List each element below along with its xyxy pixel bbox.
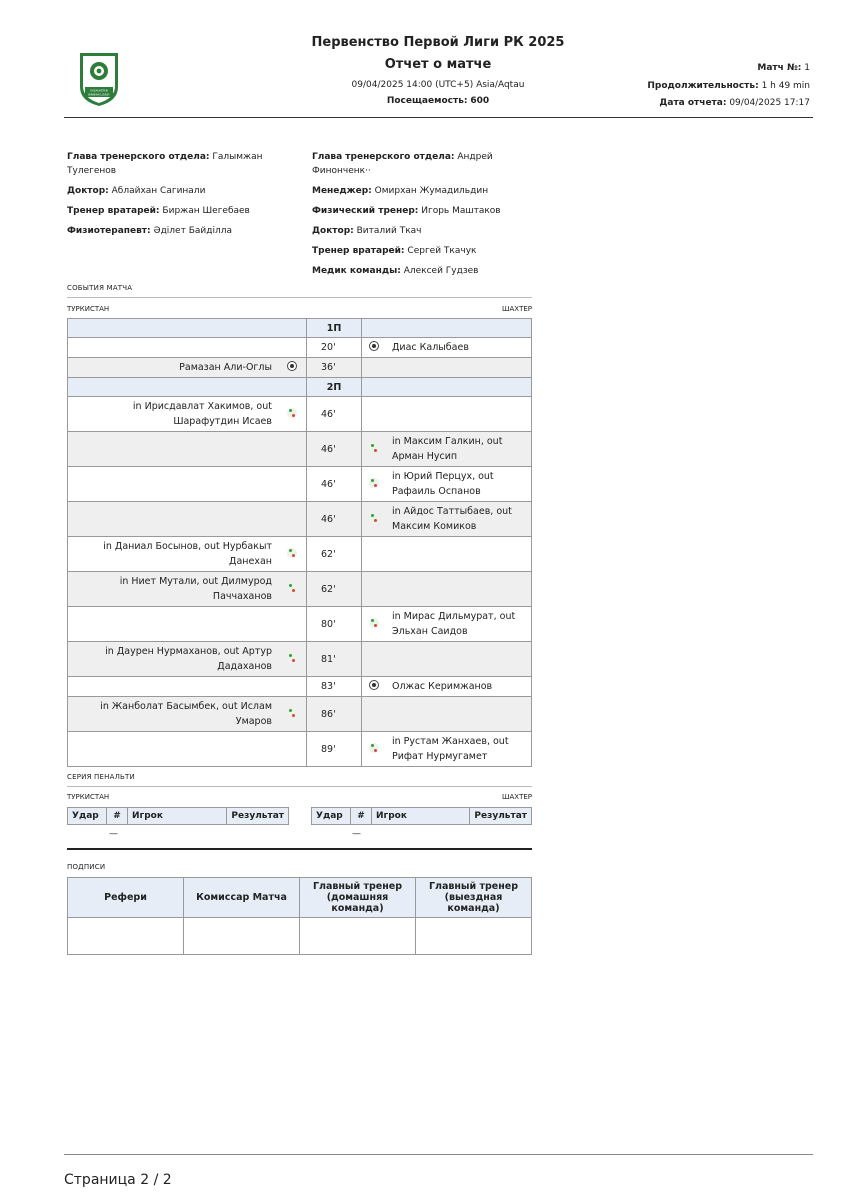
- report-date-value: 09/04/2025 17:17: [729, 98, 810, 108]
- substitution-icon: [287, 583, 297, 593]
- home-event-icon-cell: [278, 607, 307, 642]
- home-team-name: ТУРКИСТАН: [67, 793, 110, 801]
- period-away-cell: [362, 319, 532, 338]
- column-header: Результат: [227, 808, 289, 825]
- column-header: Удар: [312, 808, 351, 825]
- staff-row: [67, 224, 267, 238]
- period-home-cell: [68, 378, 307, 397]
- event-minute: 80': [307, 607, 362, 642]
- staff-value: Омирхан Жумадильдин: [374, 186, 489, 196]
- staff-row: [67, 150, 267, 178]
- signatures-table: [67, 877, 532, 955]
- signature-header-away-coach: Главный тренер (выездная команда): [416, 878, 532, 918]
- home-team-name: ТУРКИСТАН: [67, 305, 110, 313]
- away-event-text: Диас Калыбаев: [386, 338, 532, 358]
- event-row: [68, 677, 532, 697]
- staff-value: Аблайхан Сагинали: [111, 186, 206, 196]
- event-row: [68, 432, 532, 467]
- section-divider: [67, 297, 532, 298]
- penalties-bottom-rule: [67, 848, 532, 850]
- match-datetime: 09/04/2025 14:00 (UTC+5) Asia/Aqtau: [351, 80, 525, 90]
- event-row: [68, 397, 532, 432]
- column-header: #: [107, 808, 128, 825]
- home-event-icon-cell: [278, 572, 307, 607]
- away-event-icon-cell: [362, 607, 387, 642]
- event-row: [68, 502, 532, 537]
- signature-header-referee: Рефери: [68, 878, 184, 918]
- away-penalties-empty: —: [352, 829, 361, 839]
- home-event-text: [68, 432, 279, 467]
- events-team-row: [67, 305, 532, 313]
- staff-value: Андрей Финонченк··: [312, 152, 493, 176]
- event-minute: 46': [307, 502, 362, 537]
- staff-label: Тренер вратарей:: [312, 246, 405, 256]
- staff-label: Тренер вратарей:: [67, 206, 160, 216]
- home-event-text: [68, 338, 279, 358]
- event-minute: 20': [307, 338, 362, 358]
- staff-row: [67, 204, 267, 218]
- match-number-value: 1: [804, 63, 810, 73]
- staff-label: Доктор:: [67, 186, 109, 196]
- away-event-icon-cell: [362, 358, 387, 378]
- signature-box: [184, 918, 300, 955]
- home-event-icon-cell: [278, 338, 307, 358]
- event-row: [68, 467, 532, 502]
- home-event-icon-cell: [278, 467, 307, 502]
- event-minute: 46': [307, 397, 362, 432]
- staff-value: Виталий Ткач: [356, 226, 422, 236]
- away-team-name: ШАХТЕР: [502, 305, 532, 313]
- staff-label: Глава тренерского отдела:: [312, 152, 455, 162]
- staff-row: [312, 184, 542, 198]
- home-event-icon-cell: [278, 677, 307, 697]
- staff-value: Игорь Маштаков: [421, 206, 501, 216]
- away-team-name: ШАХТЕР: [502, 793, 532, 801]
- home-event-icon-cell: [278, 397, 307, 432]
- away-event-text: in Мирас Дильмурат, out Эльхан Саидов: [386, 607, 532, 642]
- column-header: #: [351, 808, 372, 825]
- home-event-text: in Ниет Мутали, out Дилмурод Паччаханов: [68, 572, 279, 607]
- home-event-icon-cell: [278, 432, 307, 467]
- away-event-text: Олжас Керимжанов: [386, 677, 532, 697]
- staff-value: Биржан Шегебаев: [162, 206, 250, 216]
- staff-label: Доктор:: [312, 226, 354, 236]
- column-header: Результат: [470, 808, 532, 825]
- home-event-text: in Жанболат Басымбек, out Ислам Умаров: [68, 697, 279, 732]
- home-event-icon-cell: [278, 697, 307, 732]
- away-event-icon-cell: [362, 338, 387, 358]
- page-number: Страница 2 / 2: [64, 1172, 172, 1188]
- home-event-text: in Даурен Нурмаханов, out Артур Дадаханов: [68, 642, 279, 677]
- report-date: [659, 98, 810, 108]
- away-event-icon-cell: [362, 537, 387, 572]
- event-row: [68, 537, 532, 572]
- period-home-cell: [68, 319, 307, 338]
- event-minute: 62': [307, 537, 362, 572]
- event-row: [68, 642, 532, 677]
- event-minute: 81': [307, 642, 362, 677]
- event-row: [68, 338, 532, 358]
- signature-box: [300, 918, 416, 955]
- signature-box: [416, 918, 532, 955]
- home-staff-list: [67, 150, 267, 244]
- home-event-icon-cell: [278, 732, 307, 767]
- away-event-icon-cell: [362, 572, 387, 607]
- signatures-section-label: ПОДПИСИ: [67, 863, 106, 871]
- duration-label: Продолжительность:: [647, 81, 759, 91]
- event-minute: 86': [307, 697, 362, 732]
- substitution-icon: [287, 548, 297, 558]
- home-event-text: [68, 467, 279, 502]
- event-row: [68, 358, 532, 378]
- event-minute: 89': [307, 732, 362, 767]
- staff-label: Физический тренер:: [312, 206, 419, 216]
- attendance-value: 600: [470, 96, 490, 106]
- period-label: 2П: [307, 378, 362, 397]
- away-event-icon-cell: [362, 697, 387, 732]
- home-event-icon-cell: [278, 537, 307, 572]
- substitution-icon: [369, 618, 379, 628]
- period-label: 1П: [307, 319, 362, 338]
- signature-header-home-coach: Главный тренер (домашняя команда): [300, 878, 416, 918]
- away-staff-list: [312, 150, 542, 284]
- home-event-text: [68, 732, 279, 767]
- event-row: [68, 732, 532, 767]
- home-penalties-table: [67, 807, 289, 825]
- event-row: [68, 572, 532, 607]
- away-event-text: in Максим Галкин, out Арман Нусип: [386, 432, 532, 467]
- away-event-icon-cell: [362, 397, 387, 432]
- staff-value: Әділет Байділла: [153, 226, 232, 236]
- staff-label: Менеджер:: [312, 186, 372, 196]
- staff-row: [312, 244, 542, 258]
- penalties-section-label: СЕРИЯ ПЕНАЛЬТИ: [67, 773, 135, 781]
- staff-value: Алексей Гудзев: [403, 266, 479, 276]
- logo-text-line: KAZAKHSTAN: [90, 89, 108, 93]
- events-section-label: СОБЫТИЯ МАТЧА: [67, 284, 133, 292]
- event-minute: 36': [307, 358, 362, 378]
- match-number: [757, 63, 810, 73]
- staff-row: [312, 204, 542, 218]
- away-event-text: [386, 697, 532, 732]
- staff-row: [312, 150, 542, 178]
- away-event-text: [386, 397, 532, 432]
- home-event-text: Рамазан Али-Оглы: [68, 358, 279, 378]
- event-minute: 83': [307, 677, 362, 697]
- logo-text-line: BIRINSHI LIGASY: [88, 93, 110, 97]
- attendance-label: Посещаемость:: [386, 96, 468, 106]
- home-event-icon-cell: [278, 502, 307, 537]
- home-event-icon-cell: [278, 642, 307, 677]
- match-events-table: [67, 318, 532, 767]
- event-row: [68, 697, 532, 732]
- ball-icon: [369, 341, 379, 351]
- report-subtitle: Отчет о матче: [384, 57, 492, 72]
- footer-divider: [64, 1154, 813, 1155]
- period-away-cell: [362, 378, 532, 397]
- match-number-label: Матч №:: [757, 63, 802, 73]
- away-event-icon-cell: [362, 502, 387, 537]
- away-penalties-table: [311, 807, 532, 825]
- column-header: Игрок: [128, 808, 227, 825]
- substitution-icon: [369, 513, 379, 523]
- substitution-icon: [369, 443, 379, 453]
- substitution-icon: [369, 743, 379, 753]
- report-title: Первенство Первой Лиги РК 2025: [311, 35, 565, 50]
- ball-icon: [369, 680, 379, 690]
- away-event-text: [386, 572, 532, 607]
- away-event-text: in Рустам Жанхаев, out Рифат Нурмугамет: [386, 732, 532, 767]
- substitution-icon: [287, 408, 297, 418]
- staff-label: Медик команды:: [312, 266, 401, 276]
- away-event-icon-cell: [362, 642, 387, 677]
- signature-box: [68, 918, 184, 955]
- signature-header-commissioner: Комиссар Матча: [184, 878, 300, 918]
- home-event-text: [68, 607, 279, 642]
- staff-row: [312, 264, 542, 278]
- event-minute: 46': [307, 432, 362, 467]
- substitution-icon: [287, 653, 297, 663]
- away-event-text: [386, 358, 532, 378]
- event-row: [68, 607, 532, 642]
- home-event-text: [68, 502, 279, 537]
- home-event-text: in Ирисдавлат Хакимов, out Шарафутдин Исаев: [68, 397, 279, 432]
- staff-value: Сергей Ткачук: [407, 246, 477, 256]
- away-event-text: [386, 642, 532, 677]
- period-row: [68, 319, 532, 338]
- penalties-team-row: [67, 793, 532, 801]
- column-header: Удар: [68, 808, 107, 825]
- away-event-icon-cell: [362, 432, 387, 467]
- staff-label: Физиотерапевт:: [67, 226, 151, 236]
- away-event-text: [386, 537, 532, 572]
- duration-value: 1 h 49 min: [761, 81, 810, 91]
- away-event-icon-cell: [362, 732, 387, 767]
- staff-label: Глава тренерского отдела:: [67, 152, 210, 162]
- away-event-icon-cell: [362, 677, 387, 697]
- staff-row: [67, 184, 267, 198]
- event-minute: 46': [307, 467, 362, 502]
- report-date-label: Дата отчета:: [659, 98, 727, 108]
- event-minute: 62': [307, 572, 362, 607]
- away-event-icon-cell: [362, 467, 387, 502]
- substitution-icon: [369, 478, 379, 488]
- home-event-text: [68, 677, 279, 697]
- staff-value: Галымжан Тулегенов: [67, 152, 263, 176]
- staff-row: [312, 224, 542, 238]
- home-event-icon-cell: [278, 358, 307, 378]
- away-event-text: in Юрий Перцух, out Рафаиль Оспанов: [386, 467, 532, 502]
- home-event-text: in Даниал Босынов, out Нурбакыт Данехан: [68, 537, 279, 572]
- match-duration: [647, 81, 810, 91]
- section-divider: [67, 786, 532, 787]
- header-divider: [64, 117, 813, 118]
- period-row: [68, 378, 532, 397]
- home-penalties-empty: —: [109, 829, 118, 839]
- ball-icon: [287, 361, 297, 371]
- column-header: Игрок: [372, 808, 470, 825]
- substitution-icon: [287, 708, 297, 718]
- away-event-text: in Айдос Таттыбаев, out Максим Комиков: [386, 502, 532, 537]
